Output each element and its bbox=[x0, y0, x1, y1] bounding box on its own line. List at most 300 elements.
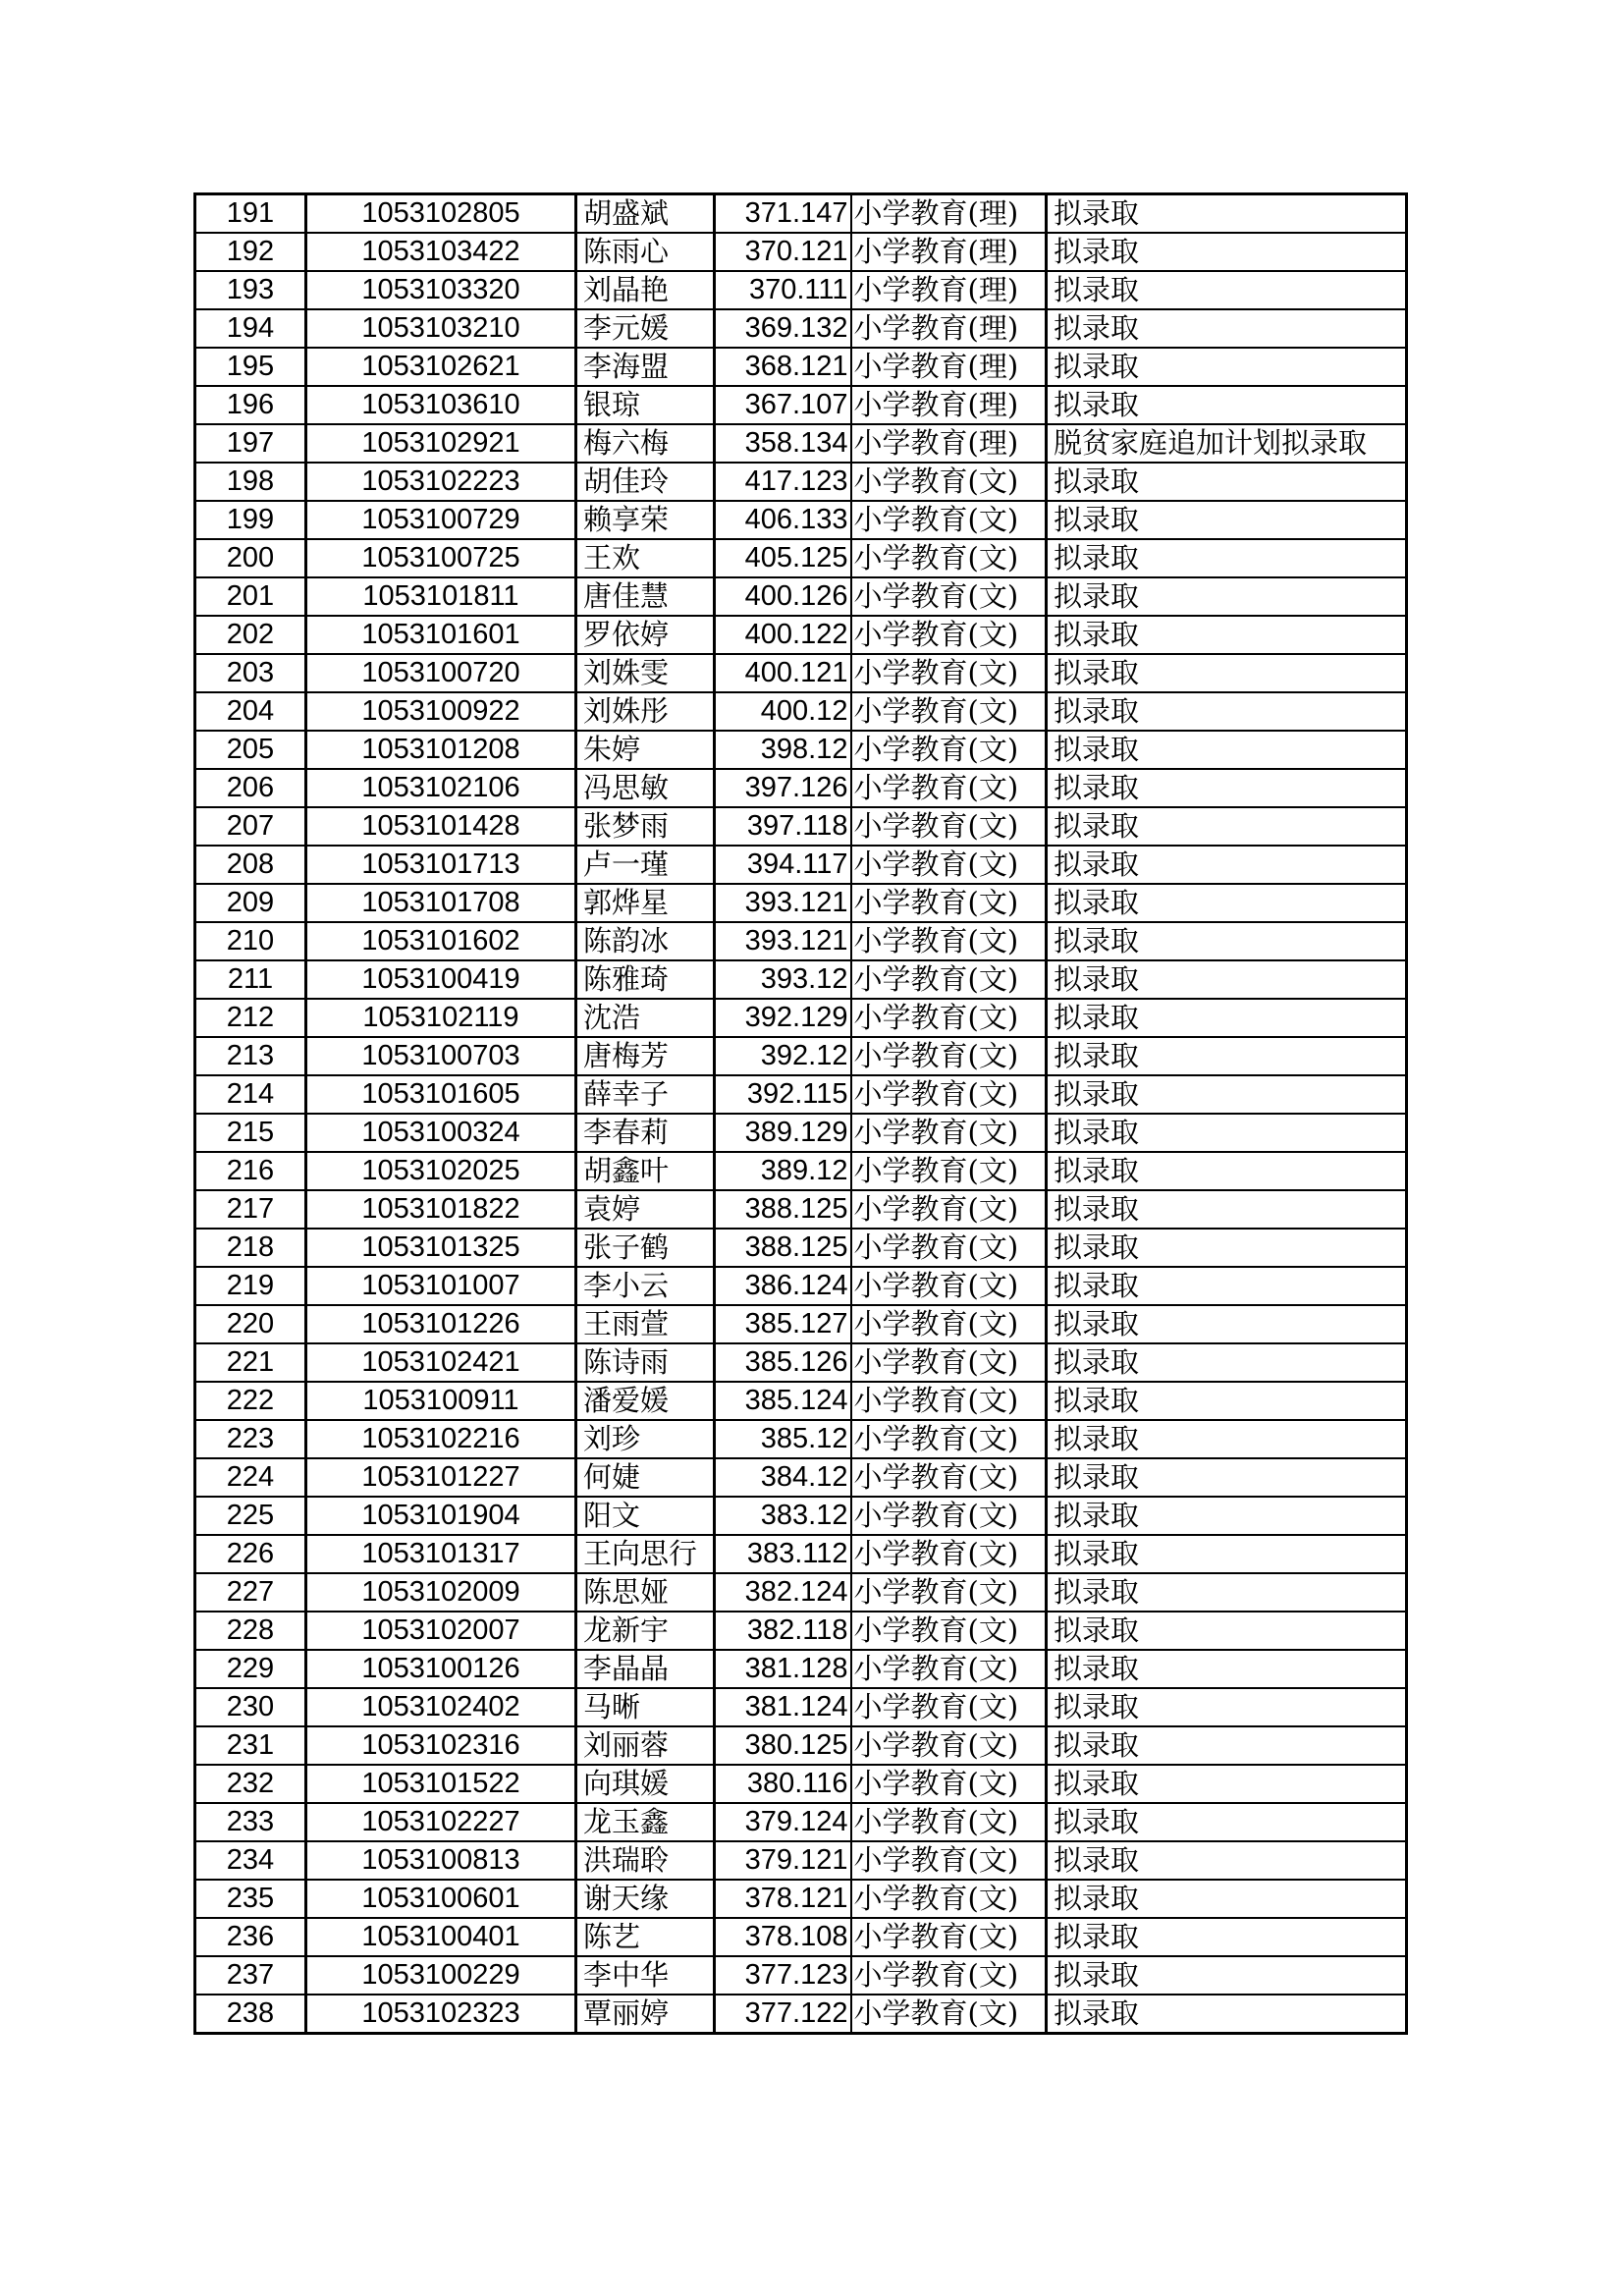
seq-cell: 201 bbox=[195, 577, 306, 616]
status-cell: 拟录取 bbox=[1047, 577, 1407, 616]
exam-number-cell: 1053103610 bbox=[306, 386, 576, 424]
major-cell: 小学教育(文) bbox=[851, 1535, 1047, 1573]
status-cell: 拟录取 bbox=[1047, 960, 1407, 999]
seq-cell: 204 bbox=[195, 692, 306, 731]
seq-cell: 207 bbox=[195, 807, 306, 846]
major-cell: 小学教育(理) bbox=[851, 424, 1047, 463]
score-cell: 393.121 bbox=[715, 922, 851, 960]
exam-number-cell: 1053100126 bbox=[306, 1650, 576, 1688]
name-cell: 李春莉 bbox=[576, 1114, 715, 1152]
table-row bbox=[195, 1229, 1407, 1267]
table-row bbox=[195, 1114, 1407, 1152]
exam-number-cell: 1053103320 bbox=[306, 271, 576, 309]
name-cell: 龙玉鑫 bbox=[576, 1803, 715, 1841]
table-row bbox=[195, 807, 1407, 846]
table-row bbox=[195, 1956, 1407, 1995]
status-cell: 拟录取 bbox=[1047, 233, 1407, 271]
seq-cell: 212 bbox=[195, 999, 306, 1037]
status-cell: 拟录取 bbox=[1047, 1841, 1407, 1880]
status-cell: 拟录取 bbox=[1047, 999, 1407, 1037]
exam-number-cell: 1053101713 bbox=[306, 846, 576, 884]
score-cell: 369.132 bbox=[715, 309, 851, 348]
seq-cell: 230 bbox=[195, 1688, 306, 1726]
exam-number-cell: 1053101522 bbox=[306, 1765, 576, 1803]
status-cell: 拟录取 bbox=[1047, 1305, 1407, 1343]
table-row bbox=[195, 1995, 1407, 2034]
seq-cell: 203 bbox=[195, 654, 306, 692]
status-cell: 拟录取 bbox=[1047, 348, 1407, 386]
exam-number-cell: 1053102621 bbox=[306, 348, 576, 386]
table-row bbox=[195, 1841, 1407, 1880]
status-cell: 拟录取 bbox=[1047, 846, 1407, 884]
score-cell: 400.12 bbox=[715, 692, 851, 731]
major-cell: 小学教育(文) bbox=[851, 922, 1047, 960]
seq-cell: 200 bbox=[195, 539, 306, 577]
major-cell: 小学教育(文) bbox=[851, 1152, 1047, 1190]
seq-cell: 215 bbox=[195, 1114, 306, 1152]
status-cell: 拟录取 bbox=[1047, 1037, 1407, 1075]
major-cell: 小学教育(理) bbox=[851, 386, 1047, 424]
score-cell: 385.126 bbox=[715, 1343, 851, 1382]
seq-cell: 213 bbox=[195, 1037, 306, 1075]
name-cell: 刘晶艳 bbox=[576, 271, 715, 309]
status-cell: 拟录取 bbox=[1047, 463, 1407, 501]
name-cell: 梅六梅 bbox=[576, 424, 715, 463]
major-cell: 小学教育(文) bbox=[851, 1918, 1047, 1956]
status-cell: 拟录取 bbox=[1047, 1075, 1407, 1114]
table-row bbox=[195, 692, 1407, 731]
status-cell: 拟录取 bbox=[1047, 1152, 1407, 1190]
exam-number-cell: 1053100401 bbox=[306, 1918, 576, 1956]
status-cell: 拟录取 bbox=[1047, 1956, 1407, 1995]
name-cell: 李海盟 bbox=[576, 348, 715, 386]
name-cell: 陈诗雨 bbox=[576, 1343, 715, 1382]
score-cell: 398.12 bbox=[715, 731, 851, 769]
exam-number-cell: 1053100601 bbox=[306, 1880, 576, 1918]
exam-number-cell: 1053100725 bbox=[306, 539, 576, 577]
major-cell: 小学教育(文) bbox=[851, 999, 1047, 1037]
score-cell: 417.123 bbox=[715, 463, 851, 501]
score-cell: 397.126 bbox=[715, 769, 851, 807]
major-cell: 小学教育(文) bbox=[851, 1037, 1047, 1075]
exam-number-cell: 1053102323 bbox=[306, 1995, 576, 2034]
score-cell: 385.12 bbox=[715, 1420, 851, 1458]
name-cell: 洪瑞聆 bbox=[576, 1841, 715, 1880]
score-cell: 393.121 bbox=[715, 884, 851, 922]
exam-number-cell: 1053100813 bbox=[306, 1841, 576, 1880]
table-row bbox=[195, 846, 1407, 884]
exam-number-cell: 1053102421 bbox=[306, 1343, 576, 1382]
score-cell: 392.115 bbox=[715, 1075, 851, 1114]
status-cell: 拟录取 bbox=[1047, 1382, 1407, 1420]
seq-cell: 209 bbox=[195, 884, 306, 922]
table-row bbox=[195, 1497, 1407, 1535]
name-cell: 朱婷 bbox=[576, 731, 715, 769]
table-row bbox=[195, 1880, 1407, 1918]
status-cell: 脱贫家庭追加计划拟录取 bbox=[1047, 424, 1407, 463]
major-cell: 小学教育(文) bbox=[851, 884, 1047, 922]
score-cell: 400.126 bbox=[715, 577, 851, 616]
name-cell: 谢天缘 bbox=[576, 1880, 715, 1918]
name-cell: 王雨萱 bbox=[576, 1305, 715, 1343]
major-cell: 小学教育(文) bbox=[851, 1573, 1047, 1612]
major-cell: 小学教育(文) bbox=[851, 1190, 1047, 1229]
status-cell: 拟录取 bbox=[1047, 1612, 1407, 1650]
status-cell: 拟录取 bbox=[1047, 884, 1407, 922]
table-row bbox=[195, 1573, 1407, 1612]
exam-number-cell: 1053101325 bbox=[306, 1229, 576, 1267]
exam-number-cell: 1053101208 bbox=[306, 731, 576, 769]
table-row bbox=[195, 309, 1407, 348]
major-cell: 小学教育(文) bbox=[851, 1229, 1047, 1267]
major-cell: 小学教育(文) bbox=[851, 1995, 1047, 2034]
table-row bbox=[195, 654, 1407, 692]
status-cell: 拟录取 bbox=[1047, 1688, 1407, 1726]
status-cell: 拟录取 bbox=[1047, 922, 1407, 960]
status-cell: 拟录取 bbox=[1047, 731, 1407, 769]
exam-number-cell: 1053103422 bbox=[306, 233, 576, 271]
major-cell: 小学教育(文) bbox=[851, 1688, 1047, 1726]
exam-number-cell: 1053102009 bbox=[306, 1573, 576, 1612]
name-cell: 王欢 bbox=[576, 539, 715, 577]
seq-cell: 205 bbox=[195, 731, 306, 769]
table-row bbox=[195, 1726, 1407, 1765]
exam-number-cell: 1053100703 bbox=[306, 1037, 576, 1075]
name-cell: 陈雨心 bbox=[576, 233, 715, 271]
name-cell: 罗依婷 bbox=[576, 616, 715, 654]
seq-cell: 221 bbox=[195, 1343, 306, 1382]
table-row bbox=[195, 577, 1407, 616]
major-cell: 小学教育(文) bbox=[851, 1803, 1047, 1841]
major-cell: 小学教育(文) bbox=[851, 1765, 1047, 1803]
exam-number-cell: 1053101428 bbox=[306, 807, 576, 846]
score-cell: 386.124 bbox=[715, 1267, 851, 1305]
major-cell: 小学教育(文) bbox=[851, 463, 1047, 501]
score-cell: 397.118 bbox=[715, 807, 851, 846]
score-cell: 367.107 bbox=[715, 386, 851, 424]
score-cell: 370.121 bbox=[715, 233, 851, 271]
name-cell: 袁婷 bbox=[576, 1190, 715, 1229]
seq-cell: 196 bbox=[195, 386, 306, 424]
seq-cell: 233 bbox=[195, 1803, 306, 1841]
seq-cell: 224 bbox=[195, 1458, 306, 1497]
major-cell: 小学教育(文) bbox=[851, 577, 1047, 616]
major-cell: 小学教育(文) bbox=[851, 731, 1047, 769]
seq-cell: 234 bbox=[195, 1841, 306, 1880]
table-row bbox=[195, 922, 1407, 960]
table-row bbox=[195, 1458, 1407, 1497]
score-cell: 381.128 bbox=[715, 1650, 851, 1688]
seq-cell: 231 bbox=[195, 1726, 306, 1765]
table-row bbox=[195, 424, 1407, 463]
name-cell: 刘丽蓉 bbox=[576, 1726, 715, 1765]
table-row bbox=[195, 1305, 1407, 1343]
major-cell: 小学教育(文) bbox=[851, 1841, 1047, 1880]
seq-cell: 217 bbox=[195, 1190, 306, 1229]
score-cell: 381.124 bbox=[715, 1688, 851, 1726]
seq-cell: 223 bbox=[195, 1420, 306, 1458]
seq-cell: 202 bbox=[195, 616, 306, 654]
seq-cell: 232 bbox=[195, 1765, 306, 1803]
name-cell: 李小云 bbox=[576, 1267, 715, 1305]
major-cell: 小学教育(文) bbox=[851, 1650, 1047, 1688]
table-row bbox=[195, 1688, 1407, 1726]
major-cell: 小学教育(文) bbox=[851, 501, 1047, 539]
major-cell: 小学教育(文) bbox=[851, 846, 1047, 884]
major-cell: 小学教育(文) bbox=[851, 692, 1047, 731]
table-row bbox=[195, 1918, 1407, 1956]
exam-number-cell: 1053101007 bbox=[306, 1267, 576, 1305]
major-cell: 小学教育(文) bbox=[851, 1267, 1047, 1305]
exam-number-cell: 1053101605 bbox=[306, 1075, 576, 1114]
major-cell: 小学教育(文) bbox=[851, 654, 1047, 692]
major-cell: 小学教育(文) bbox=[851, 1305, 1047, 1343]
table-row bbox=[195, 348, 1407, 386]
score-cell: 383.12 bbox=[715, 1497, 851, 1535]
seq-cell: 193 bbox=[195, 271, 306, 309]
name-cell: 何婕 bbox=[576, 1458, 715, 1497]
exam-number-cell: 1053101227 bbox=[306, 1458, 576, 1497]
table-row bbox=[195, 616, 1407, 654]
score-cell: 385.127 bbox=[715, 1305, 851, 1343]
seq-cell: 219 bbox=[195, 1267, 306, 1305]
score-cell: 400.122 bbox=[715, 616, 851, 654]
table-row bbox=[195, 1152, 1407, 1190]
score-cell: 377.123 bbox=[715, 1956, 851, 1995]
major-cell: 小学教育(文) bbox=[851, 616, 1047, 654]
status-cell: 拟录取 bbox=[1047, 1190, 1407, 1229]
admission-table-body bbox=[195, 194, 1407, 2034]
score-cell: 379.121 bbox=[715, 1841, 851, 1880]
name-cell: 唐佳慧 bbox=[576, 577, 715, 616]
major-cell: 小学教育(理) bbox=[851, 233, 1047, 271]
exam-number-cell: 1053101226 bbox=[306, 1305, 576, 1343]
exam-number-cell: 1053102025 bbox=[306, 1152, 576, 1190]
status-cell: 拟录取 bbox=[1047, 309, 1407, 348]
status-cell: 拟录取 bbox=[1047, 1995, 1407, 2034]
major-cell: 小学教育(文) bbox=[851, 1458, 1047, 1497]
status-cell: 拟录取 bbox=[1047, 1918, 1407, 1956]
table-row bbox=[195, 1267, 1407, 1305]
seq-cell: 197 bbox=[195, 424, 306, 463]
table-row bbox=[195, 960, 1407, 999]
score-cell: 385.124 bbox=[715, 1382, 851, 1420]
exam-number-cell: 1053100229 bbox=[306, 1956, 576, 1995]
name-cell: 李元媛 bbox=[576, 309, 715, 348]
score-cell: 382.124 bbox=[715, 1573, 851, 1612]
major-cell: 小学教育(文) bbox=[851, 1114, 1047, 1152]
score-cell: 378.108 bbox=[715, 1918, 851, 1956]
major-cell: 小学教育(文) bbox=[851, 1075, 1047, 1114]
score-cell: 384.12 bbox=[715, 1458, 851, 1497]
table-row bbox=[195, 999, 1407, 1037]
status-cell: 拟录取 bbox=[1047, 1458, 1407, 1497]
score-cell: 378.121 bbox=[715, 1880, 851, 1918]
name-cell: 马晰 bbox=[576, 1688, 715, 1726]
score-cell: 370.111 bbox=[715, 271, 851, 309]
table-row bbox=[195, 271, 1407, 309]
seq-cell: 192 bbox=[195, 233, 306, 271]
score-cell: 368.121 bbox=[715, 348, 851, 386]
score-cell: 393.12 bbox=[715, 960, 851, 999]
seq-cell: 227 bbox=[195, 1573, 306, 1612]
score-cell: 388.125 bbox=[715, 1190, 851, 1229]
exam-number-cell: 1053101822 bbox=[306, 1190, 576, 1229]
name-cell: 潘爱媛 bbox=[576, 1382, 715, 1420]
status-cell: 拟录取 bbox=[1047, 1726, 1407, 1765]
table-row bbox=[195, 1765, 1407, 1803]
status-cell: 拟录取 bbox=[1047, 1420, 1407, 1458]
major-cell: 小学教育(文) bbox=[851, 1343, 1047, 1382]
seq-cell: 206 bbox=[195, 769, 306, 807]
score-cell: 379.124 bbox=[715, 1803, 851, 1841]
name-cell: 刘姝彤 bbox=[576, 692, 715, 731]
table-row bbox=[195, 884, 1407, 922]
name-cell: 刘姝雯 bbox=[576, 654, 715, 692]
major-cell: 小学教育(文) bbox=[851, 1726, 1047, 1765]
name-cell: 冯思敏 bbox=[576, 769, 715, 807]
exam-number-cell: 1053101708 bbox=[306, 884, 576, 922]
seq-cell: 225 bbox=[195, 1497, 306, 1535]
exam-number-cell: 1053101601 bbox=[306, 616, 576, 654]
exam-number-cell: 1053100419 bbox=[306, 960, 576, 999]
seq-cell: 218 bbox=[195, 1229, 306, 1267]
status-cell: 拟录取 bbox=[1047, 1497, 1407, 1535]
seq-cell: 220 bbox=[195, 1305, 306, 1343]
major-cell: 小学教育(文) bbox=[851, 1956, 1047, 1995]
exam-number-cell: 1053102402 bbox=[306, 1688, 576, 1726]
score-cell: 392.12 bbox=[715, 1037, 851, 1075]
status-cell: 拟录取 bbox=[1047, 1880, 1407, 1918]
seq-cell: 211 bbox=[195, 960, 306, 999]
major-cell: 小学教育(文) bbox=[851, 1880, 1047, 1918]
status-cell: 拟录取 bbox=[1047, 1765, 1407, 1803]
score-cell: 371.147 bbox=[715, 194, 851, 234]
score-cell: 400.121 bbox=[715, 654, 851, 692]
name-cell: 张梦雨 bbox=[576, 807, 715, 846]
status-cell: 拟录取 bbox=[1047, 1535, 1407, 1573]
seq-cell: 195 bbox=[195, 348, 306, 386]
status-cell: 拟录取 bbox=[1047, 1267, 1407, 1305]
seq-cell: 199 bbox=[195, 501, 306, 539]
name-cell: 胡佳玲 bbox=[576, 463, 715, 501]
table-row bbox=[195, 1343, 1407, 1382]
exam-number-cell: 1053102223 bbox=[306, 463, 576, 501]
name-cell: 张子鹤 bbox=[576, 1229, 715, 1267]
status-cell: 拟录取 bbox=[1047, 539, 1407, 577]
table-row bbox=[195, 1535, 1407, 1573]
status-cell: 拟录取 bbox=[1047, 769, 1407, 807]
seq-cell: 198 bbox=[195, 463, 306, 501]
seq-cell: 236 bbox=[195, 1918, 306, 1956]
table-row bbox=[195, 1803, 1407, 1841]
exam-number-cell: 1053102805 bbox=[306, 194, 576, 234]
name-cell: 胡盛斌 bbox=[576, 194, 715, 234]
major-cell: 小学教育(文) bbox=[851, 1612, 1047, 1650]
exam-number-cell: 1053102921 bbox=[306, 424, 576, 463]
status-cell: 拟录取 bbox=[1047, 1343, 1407, 1382]
seq-cell: 191 bbox=[195, 194, 306, 234]
table-row bbox=[195, 1382, 1407, 1420]
major-cell: 小学教育(文) bbox=[851, 1497, 1047, 1535]
status-cell: 拟录取 bbox=[1047, 654, 1407, 692]
seq-cell: 214 bbox=[195, 1075, 306, 1114]
exam-number-cell: 1053102316 bbox=[306, 1726, 576, 1765]
exam-number-cell: 1053100911 bbox=[306, 1382, 576, 1420]
name-cell: 陈雅琦 bbox=[576, 960, 715, 999]
status-cell: 拟录取 bbox=[1047, 807, 1407, 846]
exam-number-cell: 1053102106 bbox=[306, 769, 576, 807]
name-cell: 阳文 bbox=[576, 1497, 715, 1535]
score-cell: 380.125 bbox=[715, 1726, 851, 1765]
score-cell: 405.125 bbox=[715, 539, 851, 577]
score-cell: 358.134 bbox=[715, 424, 851, 463]
table-row bbox=[195, 1037, 1407, 1075]
name-cell: 李晶晶 bbox=[576, 1650, 715, 1688]
exam-number-cell: 1053102007 bbox=[306, 1612, 576, 1650]
name-cell: 龙新宇 bbox=[576, 1612, 715, 1650]
score-cell: 382.118 bbox=[715, 1612, 851, 1650]
exam-number-cell: 1053100922 bbox=[306, 692, 576, 731]
table-row bbox=[195, 233, 1407, 271]
major-cell: 小学教育(文) bbox=[851, 960, 1047, 999]
score-cell: 389.129 bbox=[715, 1114, 851, 1152]
major-cell: 小学教育(文) bbox=[851, 1382, 1047, 1420]
name-cell: 陈韵冰 bbox=[576, 922, 715, 960]
name-cell: 薛幸子 bbox=[576, 1075, 715, 1114]
name-cell: 胡鑫叶 bbox=[576, 1152, 715, 1190]
score-cell: 388.125 bbox=[715, 1229, 851, 1267]
table-row bbox=[195, 1420, 1407, 1458]
seq-cell: 210 bbox=[195, 922, 306, 960]
major-cell: 小学教育(文) bbox=[851, 807, 1047, 846]
exam-number-cell: 1053100720 bbox=[306, 654, 576, 692]
name-cell: 卢一瑾 bbox=[576, 846, 715, 884]
status-cell: 拟录取 bbox=[1047, 1573, 1407, 1612]
status-cell: 拟录取 bbox=[1047, 692, 1407, 731]
name-cell: 陈艺 bbox=[576, 1918, 715, 1956]
status-cell: 拟录取 bbox=[1047, 1114, 1407, 1152]
seq-cell: 235 bbox=[195, 1880, 306, 1918]
exam-number-cell: 1053100729 bbox=[306, 501, 576, 539]
exam-number-cell: 1053101602 bbox=[306, 922, 576, 960]
major-cell: 小学教育(理) bbox=[851, 309, 1047, 348]
score-cell: 406.133 bbox=[715, 501, 851, 539]
major-cell: 小学教育(文) bbox=[851, 1420, 1047, 1458]
seq-cell: 229 bbox=[195, 1650, 306, 1688]
table-row bbox=[195, 769, 1407, 807]
major-cell: 小学教育(理) bbox=[851, 194, 1047, 234]
status-cell: 拟录取 bbox=[1047, 1650, 1407, 1688]
exam-number-cell: 1053101904 bbox=[306, 1497, 576, 1535]
major-cell: 小学教育(文) bbox=[851, 769, 1047, 807]
exam-number-cell: 1053101317 bbox=[306, 1535, 576, 1573]
name-cell: 覃丽婷 bbox=[576, 1995, 715, 2034]
table-row bbox=[195, 463, 1407, 501]
exam-number-cell: 1053103210 bbox=[306, 309, 576, 348]
table-row bbox=[195, 501, 1407, 539]
name-cell: 沈浩 bbox=[576, 999, 715, 1037]
score-cell: 383.112 bbox=[715, 1535, 851, 1573]
major-cell: 小学教育(理) bbox=[851, 271, 1047, 309]
name-cell: 陈思娅 bbox=[576, 1573, 715, 1612]
seq-cell: 216 bbox=[195, 1152, 306, 1190]
exam-number-cell: 1053100324 bbox=[306, 1114, 576, 1152]
table-row bbox=[195, 1075, 1407, 1114]
status-cell: 拟录取 bbox=[1047, 194, 1407, 234]
table-row bbox=[195, 1612, 1407, 1650]
exam-number-cell: 1053102119 bbox=[306, 999, 576, 1037]
